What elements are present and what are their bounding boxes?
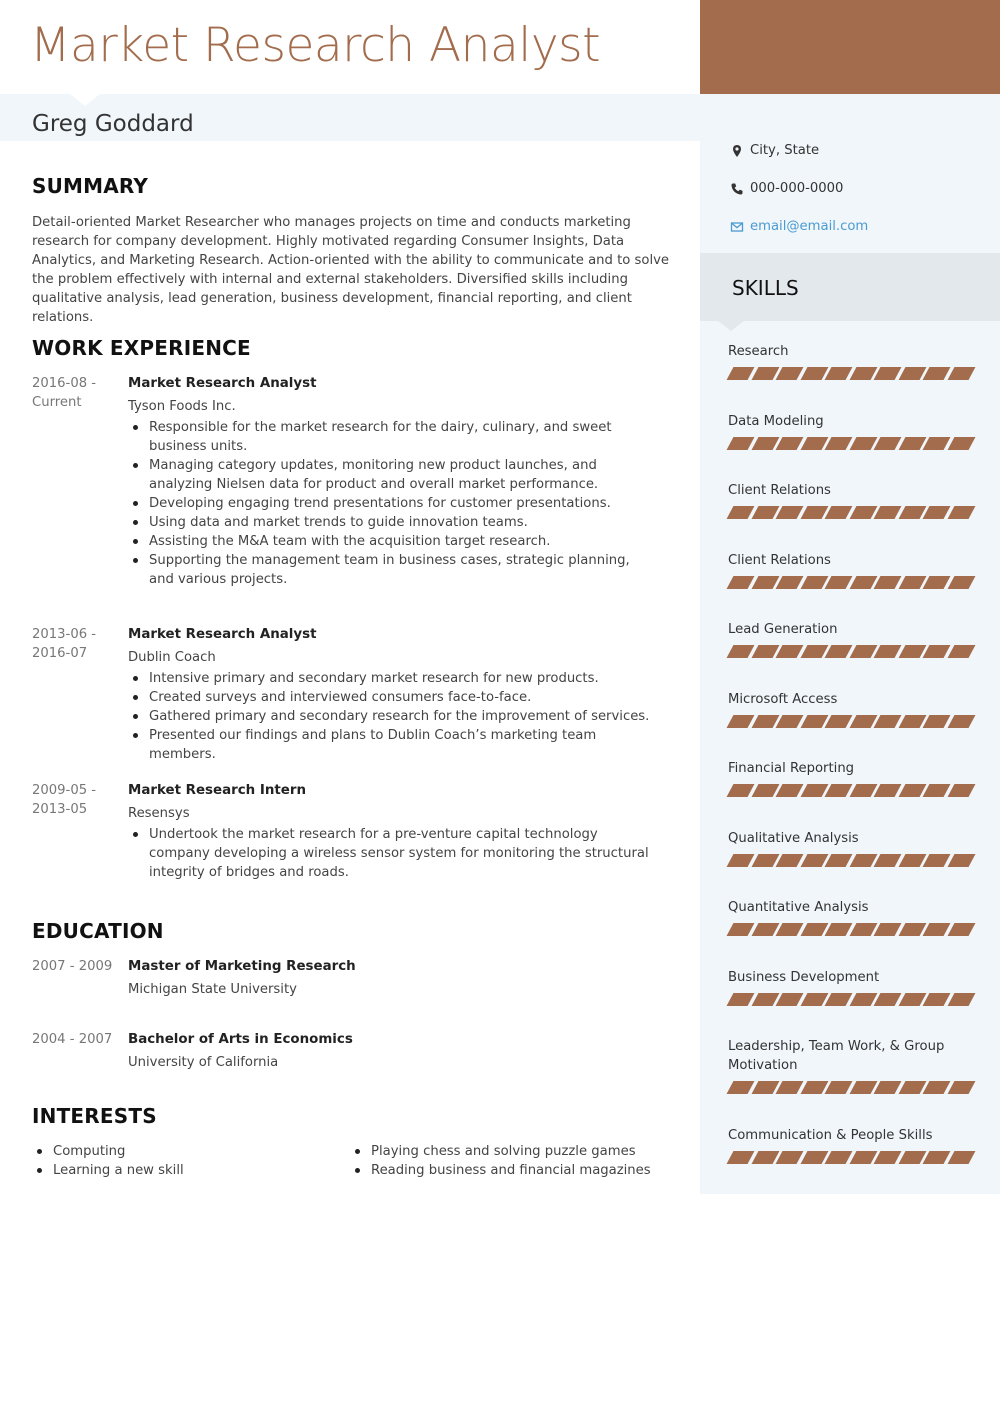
phone-text: 000-000-0000 <box>750 181 844 196</box>
skill-level-segment <box>923 645 951 658</box>
skill-level-segment <box>898 784 926 797</box>
skill-level-segment <box>776 1151 804 1164</box>
skill-level-segment <box>849 506 877 519</box>
skill-level-segment <box>849 1081 877 1094</box>
skill-item <box>728 898 978 936</box>
interests-heading: INTERESTS <box>32 1104 157 1128</box>
email-link[interactable]: email@email.com <box>750 219 869 234</box>
skill-level-segment <box>800 576 828 589</box>
skill-level-segment <box>751 923 779 936</box>
skill-level-segment <box>947 645 975 658</box>
skill-level-segment <box>947 854 975 867</box>
skill-level-segment <box>874 367 902 380</box>
skill-item <box>728 968 978 1006</box>
skill-level-segment <box>800 854 828 867</box>
skill-level-segment <box>776 854 804 867</box>
skill-level-segment <box>825 715 853 728</box>
skill-level-segment <box>874 923 902 936</box>
skill-name: Data Modeling <box>728 414 824 429</box>
skill-level-segment <box>947 1081 975 1094</box>
phone-icon <box>730 182 744 196</box>
skill-level-segment <box>751 645 779 658</box>
skill-item <box>728 481 978 519</box>
education-date: 2007 - 2009 <box>32 959 113 974</box>
skill-level-bar <box>730 645 978 658</box>
skill-level-segment <box>874 715 902 728</box>
skill-level-segment <box>727 437 755 450</box>
education-school: Michigan State University <box>128 982 297 997</box>
job-role: Market Research Intern <box>128 783 307 798</box>
skill-level-segment <box>727 367 755 380</box>
skill-level-segment <box>874 993 902 1006</box>
skill-level-segment <box>849 645 877 658</box>
skill-name: Financial Reporting <box>728 761 855 776</box>
skill-level-segment <box>923 1151 951 1164</box>
skill-level-segment <box>776 715 804 728</box>
header-accent-block <box>700 0 1000 94</box>
skill-level-segment <box>923 784 951 797</box>
education-degree: Master of Marketing Research <box>128 959 356 974</box>
skill-level-segment <box>874 854 902 867</box>
skill-level-segment <box>898 715 926 728</box>
job-bullet: Supporting the management team in business cases, strategic planning, and various projects. <box>128 551 658 589</box>
skill-level-segment <box>923 367 951 380</box>
job-role: Market Research Analyst <box>128 376 317 391</box>
skill-level-segment <box>849 923 877 936</box>
skill-name: Lead Generation <box>728 622 838 637</box>
candidate-name: Greg Goddard <box>32 111 194 137</box>
skill-level-segment <box>727 715 755 728</box>
skill-level-segment <box>898 993 926 1006</box>
skill-level-segment <box>825 367 853 380</box>
skill-level-bar <box>730 437 978 450</box>
skill-level-segment <box>800 437 828 450</box>
job-bullet: Developing engaging trend presentations for customer presentations. <box>128 494 658 513</box>
skill-name: Microsoft Access <box>728 692 838 707</box>
skills-heading: SKILLS <box>732 276 799 300</box>
skill-level-segment <box>849 993 877 1006</box>
skill-level-segment <box>776 506 804 519</box>
skill-level-segment <box>800 923 828 936</box>
skill-level-segment <box>751 576 779 589</box>
skill-level-segment <box>800 506 828 519</box>
skill-level-segment <box>849 854 877 867</box>
skill-level-segment <box>874 784 902 797</box>
skill-level-segment <box>947 367 975 380</box>
skill-level-segment <box>923 506 951 519</box>
skill-level-segment <box>751 854 779 867</box>
skill-level-segment <box>947 506 975 519</box>
skill-level-segment <box>825 854 853 867</box>
skill-level-segment <box>800 645 828 658</box>
skill-level-segment <box>923 1081 951 1094</box>
skill-level-segment <box>751 506 779 519</box>
job-company: Tyson Foods Inc. <box>128 399 236 414</box>
location-pin-icon <box>730 144 744 158</box>
job-bullet: Using data and market trends to guide innovation teams. <box>128 513 658 532</box>
job-bullet: Intensive primary and secondary market research for new products. <box>128 669 658 688</box>
job-bullet: Gathered primary and secondary research for the improvement of services. <box>128 707 658 726</box>
skill-level-segment <box>825 784 853 797</box>
skill-level-segment <box>800 784 828 797</box>
skill-level-segment <box>825 645 853 658</box>
skill-level-bar <box>730 784 978 797</box>
skill-name: Communication & People Skills <box>728 1128 933 1143</box>
job-bullet: Responsible for the market research for the dairy, culinary, and sweet business units. <box>128 418 658 456</box>
skill-level-segment <box>898 1081 926 1094</box>
skill-level-bar <box>730 367 978 380</box>
interests-list-left <box>32 1142 332 1180</box>
job-bullet: Assisting the M&A team with the acquisition target research. <box>128 532 658 551</box>
education-school: University of California <box>128 1055 279 1070</box>
skill-item <box>728 1037 978 1094</box>
skill-level-segment <box>727 923 755 936</box>
skill-level-bar <box>730 1081 978 1094</box>
skill-item <box>728 412 978 450</box>
skill-level-segment <box>874 437 902 450</box>
skill-level-segment <box>727 506 755 519</box>
summary-text: Detail-oriented Market Researcher who manages projects on time and conducts marketing research for company development. Highly motivated regarding Consumer Insights, Data Analytics, and Marketing Research. Action-oriented with the ability to communicate and to solve the problem effectively with internal and external stakeholders. Diversified skills including qualitative analysis, lead generation, business development, financial reporting, and client relations. <box>32 215 670 325</box>
skill-level-segment <box>727 576 755 589</box>
interest-item: Playing chess and solving puzzle games <box>350 1142 650 1161</box>
education-heading: EDUCATION <box>32 919 164 943</box>
skill-level-segment <box>923 715 951 728</box>
job-bullets <box>128 669 658 764</box>
skill-level-segment <box>898 923 926 936</box>
skill-level-segment <box>776 437 804 450</box>
skill-level-segment <box>776 576 804 589</box>
skill-level-segment <box>776 645 804 658</box>
skill-level-segment <box>947 923 975 936</box>
skill-level-segment <box>800 1151 828 1164</box>
job-date: 2016-08 - Current <box>32 376 97 410</box>
name-band-notch <box>70 94 100 106</box>
skill-level-bar <box>730 1151 978 1164</box>
skill-level-segment <box>751 1081 779 1094</box>
location-text: City, State <box>750 143 820 158</box>
skill-level-segment <box>849 1151 877 1164</box>
skill-level-segment <box>923 437 951 450</box>
work-experience-heading: WORK EXPERIENCE <box>32 336 251 360</box>
skill-name: Qualitative Analysis <box>728 831 859 846</box>
skill-level-segment <box>727 854 755 867</box>
skill-level-segment <box>898 854 926 867</box>
skill-level-segment <box>727 993 755 1006</box>
skill-name: Client Relations <box>728 483 831 498</box>
skill-name: Client Relations <box>728 553 831 568</box>
skill-level-segment <box>898 437 926 450</box>
skill-level-segment <box>874 506 902 519</box>
skill-level-segment <box>727 645 755 658</box>
skill-name: Leadership, Team Work, & Group Motivation <box>728 1039 945 1073</box>
skill-level-bar <box>730 854 978 867</box>
skill-level-segment <box>849 367 877 380</box>
skill-level-segment <box>776 923 804 936</box>
skill-level-bar <box>730 993 978 1006</box>
skill-item <box>728 690 978 728</box>
skill-level-segment <box>947 784 975 797</box>
skill-item <box>728 342 978 380</box>
interest-item: Learning a new skill <box>32 1161 332 1180</box>
skill-name: Research <box>728 344 789 359</box>
skill-level-segment <box>776 367 804 380</box>
job-bullet: Undertook the market research for a pre-venture capital technology company developing a wireless sensor system for monitoring the structural integrity of bridges and roads. <box>128 825 658 882</box>
skill-level-segment <box>800 1081 828 1094</box>
job-bullet: Presented our findings and plans to Dublin Coach’s marketing team members. <box>128 726 658 764</box>
interest-item: Reading business and financial magazines <box>350 1161 650 1180</box>
summary-heading: SUMMARY <box>32 174 149 198</box>
skill-level-segment <box>898 645 926 658</box>
skill-item <box>728 759 978 797</box>
skill-level-segment <box>874 576 902 589</box>
skill-level-segment <box>825 506 853 519</box>
skill-level-segment <box>923 854 951 867</box>
sidebar-panel <box>700 0 1000 1194</box>
skill-level-segment <box>947 715 975 728</box>
skill-level-segment <box>898 1151 926 1164</box>
job-role: Market Research Analyst <box>128 627 317 642</box>
skill-level-segment <box>727 1151 755 1164</box>
skill-level-segment <box>874 1151 902 1164</box>
skill-level-segment <box>751 1151 779 1164</box>
skill-level-segment <box>923 993 951 1006</box>
envelope-icon <box>730 220 744 234</box>
job-date: 2013-06 - 2016-07 <box>32 627 97 661</box>
skill-level-segment <box>751 367 779 380</box>
interests-list-right <box>350 1142 650 1180</box>
interest-item: Computing <box>32 1142 332 1161</box>
page-title: Market Research Analyst <box>30 18 601 73</box>
job-company: Resensys <box>128 806 190 821</box>
job-bullets <box>128 418 658 589</box>
skill-level-segment <box>947 1151 975 1164</box>
skill-item <box>728 551 978 589</box>
skill-level-segment <box>825 437 853 450</box>
skill-level-segment <box>776 784 804 797</box>
skill-level-segment <box>898 367 926 380</box>
skill-level-segment <box>751 715 779 728</box>
skill-level-segment <box>874 645 902 658</box>
skill-level-segment <box>776 1081 804 1094</box>
skill-level-segment <box>849 576 877 589</box>
education-date: 2004 - 2007 <box>32 1032 113 1047</box>
job-date: 2009-05 - 2013-05 <box>32 783 97 817</box>
skill-item <box>728 620 978 658</box>
skill-level-segment <box>825 993 853 1006</box>
skill-level-segment <box>800 993 828 1006</box>
skill-name: Business Development <box>728 970 880 985</box>
skill-level-segment <box>825 576 853 589</box>
skills-band-notch <box>718 321 744 331</box>
skill-item <box>728 829 978 867</box>
education-degree: Bachelor of Arts in Economics <box>128 1032 353 1047</box>
skill-level-segment <box>898 576 926 589</box>
job-company: Dublin Coach <box>128 650 216 665</box>
skill-level-segment <box>849 784 877 797</box>
skill-level-bar <box>730 923 978 936</box>
job-bullet: Managing category updates, monitoring new product launches, and analyzing Nielsen data for product and overall market performance. <box>128 456 658 494</box>
skill-level-segment <box>776 993 804 1006</box>
skill-level-segment <box>800 715 828 728</box>
skill-level-segment <box>751 437 779 450</box>
skill-level-segment <box>898 506 926 519</box>
skill-level-segment <box>947 437 975 450</box>
skill-level-segment <box>947 993 975 1006</box>
job-bullets <box>128 825 658 882</box>
skill-level-segment <box>874 1081 902 1094</box>
skill-level-segment <box>825 1081 853 1094</box>
skill-level-segment <box>727 784 755 797</box>
skill-level-segment <box>947 576 975 589</box>
skill-name: Quantitative Analysis <box>728 900 869 915</box>
skill-level-bar <box>730 576 978 589</box>
skill-level-segment <box>800 367 828 380</box>
skill-level-bar <box>730 506 978 519</box>
skill-item <box>728 1126 978 1164</box>
skill-level-segment <box>751 784 779 797</box>
skill-level-segment <box>923 923 951 936</box>
skill-level-segment <box>727 1081 755 1094</box>
skill-level-segment <box>825 1151 853 1164</box>
skill-level-segment <box>923 576 951 589</box>
skill-level-segment <box>849 437 877 450</box>
skill-level-bar <box>730 715 978 728</box>
job-bullet: Created surveys and interviewed consumers face-to-face. <box>128 688 658 707</box>
skill-level-segment <box>849 715 877 728</box>
skill-level-segment <box>825 923 853 936</box>
skill-level-segment <box>751 993 779 1006</box>
